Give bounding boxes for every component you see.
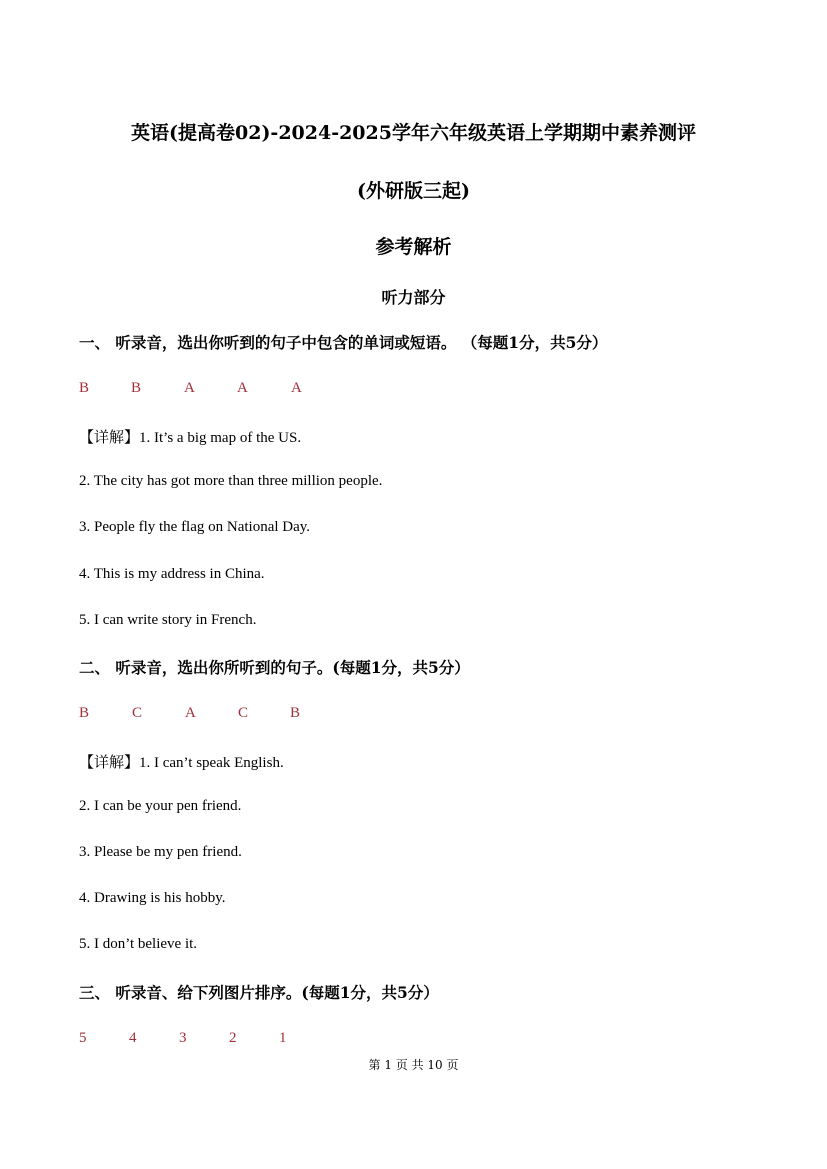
answer-5: B <box>290 705 301 721</box>
detail-line: 4. This is my address in China. <box>79 566 265 582</box>
detail-line: 3. Please be my pen friend. <box>79 844 242 860</box>
detail-line: 2. The city has got more than three million people. <box>79 473 383 489</box>
detail-line: 【详解】1. I can’t speak English. <box>79 755 284 771</box>
document-heading-answers: 参考解析 <box>375 236 452 258</box>
answer-5: A <box>291 380 302 396</box>
answer-3: A <box>184 380 195 396</box>
page-footer: 第 1 页 共 10 页 <box>368 1058 459 1072</box>
document-subtitle-edition: (外研版三起) <box>357 180 470 202</box>
answer-2: C <box>132 705 143 721</box>
answer-5: 1 <box>279 1030 287 1046</box>
detail-line: 2. I can be your pen friend. <box>79 798 242 814</box>
answer-4: 2 <box>229 1030 237 1046</box>
section-1-heading: 一、 听录音，选出你听到的句子中包含的单词或短语。 （每题1分，共5分） <box>79 333 608 352</box>
document-title: 英语(提高卷02)-2024-2025学年六年级英语上学期期中素养测评 <box>131 122 696 144</box>
answer-1: B <box>79 705 90 721</box>
detail-line: 5. I can write story in French. <box>79 612 257 628</box>
section-2-heading: 二、 听录音，选出你所听到的句子。(每题1分，共5分） <box>79 658 470 677</box>
answer-2: B <box>131 380 142 396</box>
detail-line: 3. People fly the flag on National Day. <box>79 519 311 535</box>
answer-4: C <box>238 705 249 721</box>
answer-4: A <box>237 380 248 396</box>
answer-1: B <box>79 380 90 396</box>
detail-line: 4. Drawing is his hobby. <box>79 890 226 906</box>
detail-line: 5. I don’t believe it. <box>79 936 198 952</box>
answer-2: 4 <box>129 1030 137 1046</box>
answer-1: 5 <box>79 1030 87 1046</box>
section-3-heading: 三、 听录音、给下列图片排序。(每题1分，共5分） <box>79 983 439 1002</box>
answer-3: A <box>185 705 196 721</box>
answer-3: 3 <box>179 1030 187 1046</box>
part-title: 听力部分 <box>381 288 446 307</box>
detail-line: 【详解】1. It’s a big map of the US. <box>79 430 302 446</box>
